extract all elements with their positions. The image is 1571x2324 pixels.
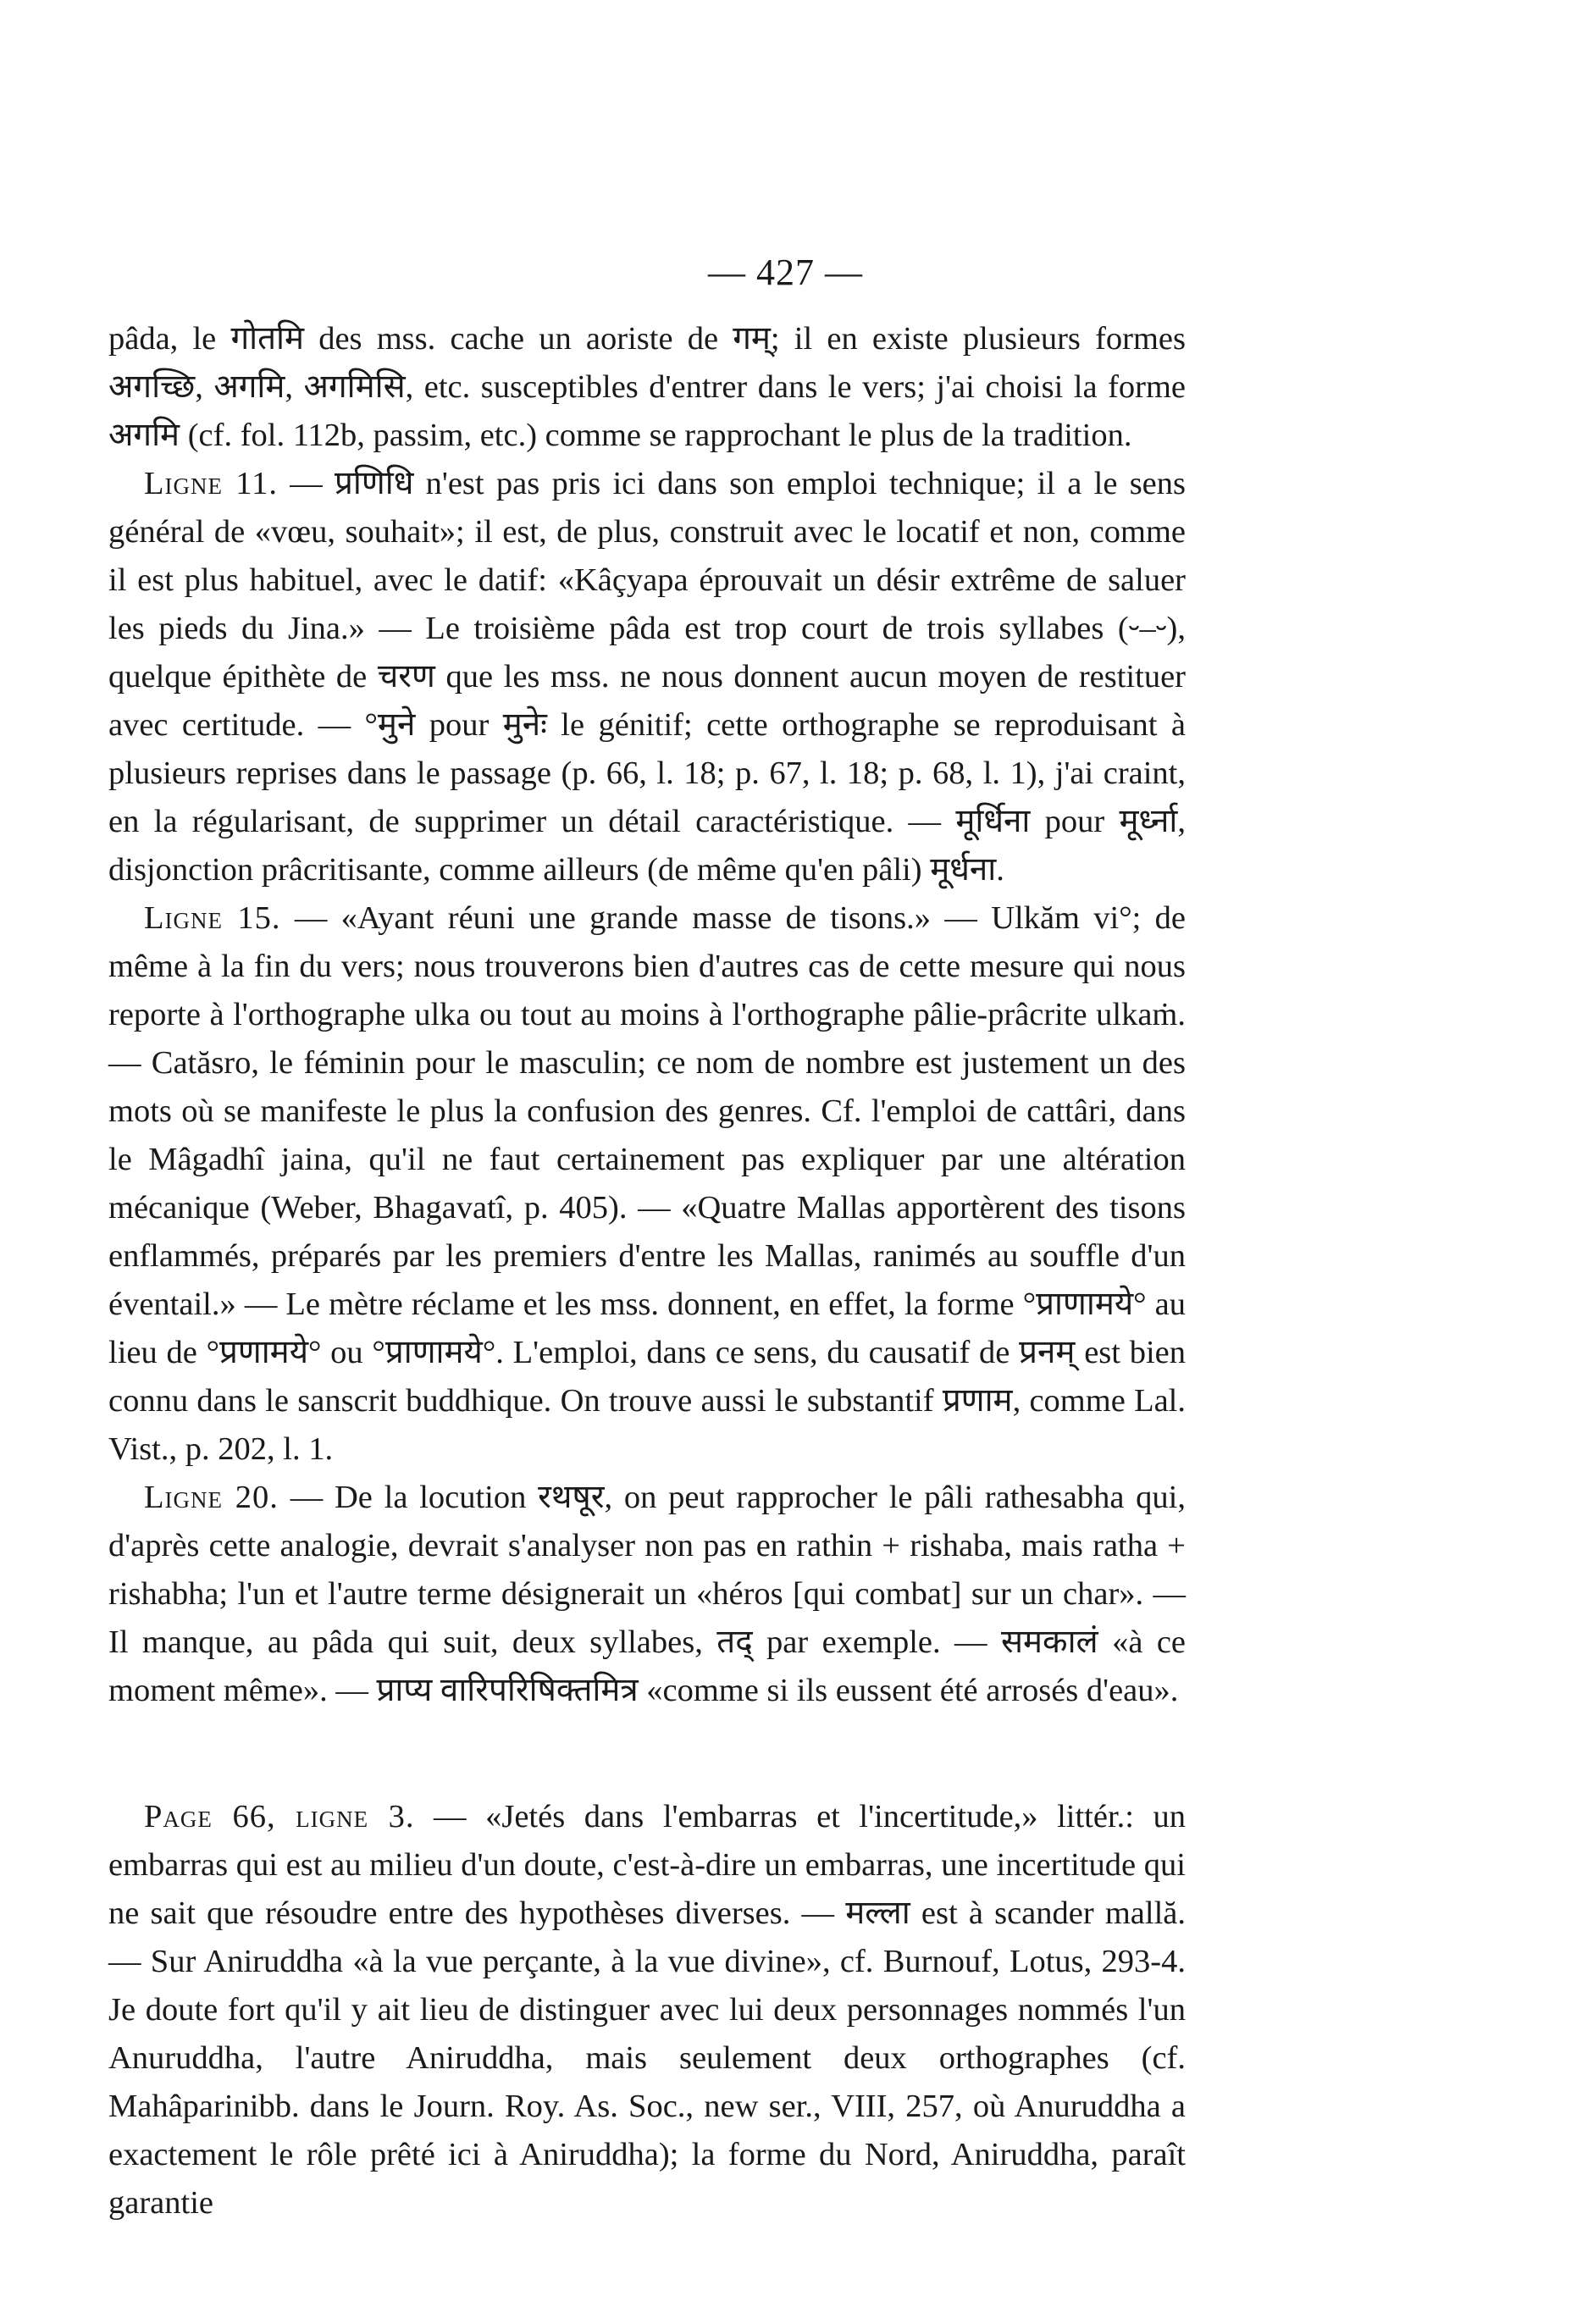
paragraph (108, 1793, 1186, 2227)
section-heading: Ligne 20. (144, 1480, 279, 1515)
paragraph (108, 894, 1186, 1474)
paragraph-text: — «Ayant réuni une grande masse de tisons.» — Ulkăm vi°; de même à la fin du vers; nous trouverons bien d'autres cas de cette mesure qui nous reporte à l'orthographe ulka ou tout au moins à l'orthographe pâlie-prâcrite ulkaṁ. — Catăsro, le féminin pour le masculin; ce nom de nombre est justement un des mots où se manifeste le plus la confusion des genres. Cf. l'emploi de cattâri, dans le Mâgadhî jaina, qu'il ne faut certainement pas expliquer par une altération mécanique (Weber, Bhagavatî, p. 405). — «Quatre Mallas apportèrent des tisons enflammés, préparés par les premiers d'entre les Mallas, ranimés au souffle d'un éventail.» — Le mètre réclame et les mss. donnent, en effet, la forme °प्राणामये° au lieu de °प्रणामये° ou °प्राणामये°. L'emploi, dans ce sens, du causatif de प्रनम् est bien connu dans le sanscrit buddhique. On trouve aussi le substantif प्रणाम, comme Lal. Vist., p. 202, l. 1. (108, 900, 1187, 1467)
paragraph-text: — «Jetés dans l'embarras et l'incertitude,» littér.: un embarras qui est au milieu d'un doute, c'est-à-dire un embarras, une incertitude qui ne sait que résoudre entre des hypothèses diverses. — मल्ला est à scander mallă. — Sur Aniruddha «à la vue perçante, à la vue divine», cf. Burnouf, Lotus, 293-4. Je doute fort qu'il y ait lieu de distinguer avec lui deux personnages nommés l'un Anuruddha, l'autre Aniruddha, mais seulement deux orthographes (cf. Mahâparinibb. dans le Journ. Roy. As. Soc., new ser., VIII, 257, où Anuruddha a exactement le rôle prêté ici à Aniruddha); la forme du Nord, Aniruddha, paraît garantie (108, 1799, 1186, 2221)
page-body (108, 315, 1186, 2227)
paragraph-text: — प्रणिधि n'est pas pris ici dans son emploi technique; il a le sens général de «vœu, souhait»; il est, de plus, construit avec le locatif et non, comme il est plus habituel, avec le datif: «Kâçyapa éprouvait un désir extrême de saluer les pieds du Jina.» — Le troisième pâda est trop court de trois syllabes (⏑–⏑), quelque épithète de चरण que les mss. ne nous donnent aucun moyen de restituer avec certitude. — °मुने pour मुनेः le génitif; cette orthographe se reproduisant à plusieurs reprises dans le passage (p. 66, l. 18; p. 67, l. 18; p. 68, l. 1), j'ai craint, en la régularisant, de supprimer un détail caractéristique. — मूर्धिना pour मूर्ध्ना, disjonction prâcritisante, comme ailleurs (de même qu'en pâli) मूर्धना. (108, 466, 1187, 888)
section-heading: Ligne 15. (144, 900, 281, 936)
page-number: — 427 — (708, 252, 863, 293)
paragraph-text: pâda, le गोतमि des mss. cache un aoriste de गम्; il en existe plusieurs formes अगच्छि, अगमि, अगमिसि, etc. susceptibles d'entrer dans le vers; j'ai choisi la forme अगमि (cf. fol. 112b, passim, etc.) comme se rapprochant le plus de la tradition. (108, 321, 1186, 453)
section-heading: Page 66, ligne 3. (144, 1799, 415, 1834)
paragraph (108, 1474, 1186, 1715)
paragraph (108, 460, 1186, 894)
paragraph-text: — De la locution रथषूर, on peut rapprocher le pâli rathesabha qui, d'après cette analogie, devrait s'analyser non pas en rathin + rishaba, mais ratha + rishabha; l'un et l'autre terme désignerait un «héros [qui combat] sur un char». — Il manque, au pâda qui suit, deux syllabes, तद् par exemple. — समकालं «à ce moment même». — प्राप्य वारिपरिषिक्तमित्र «comme si ils eussent été arrosés d'eau». (108, 1480, 1187, 1708)
paragraph (108, 315, 1186, 460)
section-heading: Ligne 11. (144, 466, 278, 501)
